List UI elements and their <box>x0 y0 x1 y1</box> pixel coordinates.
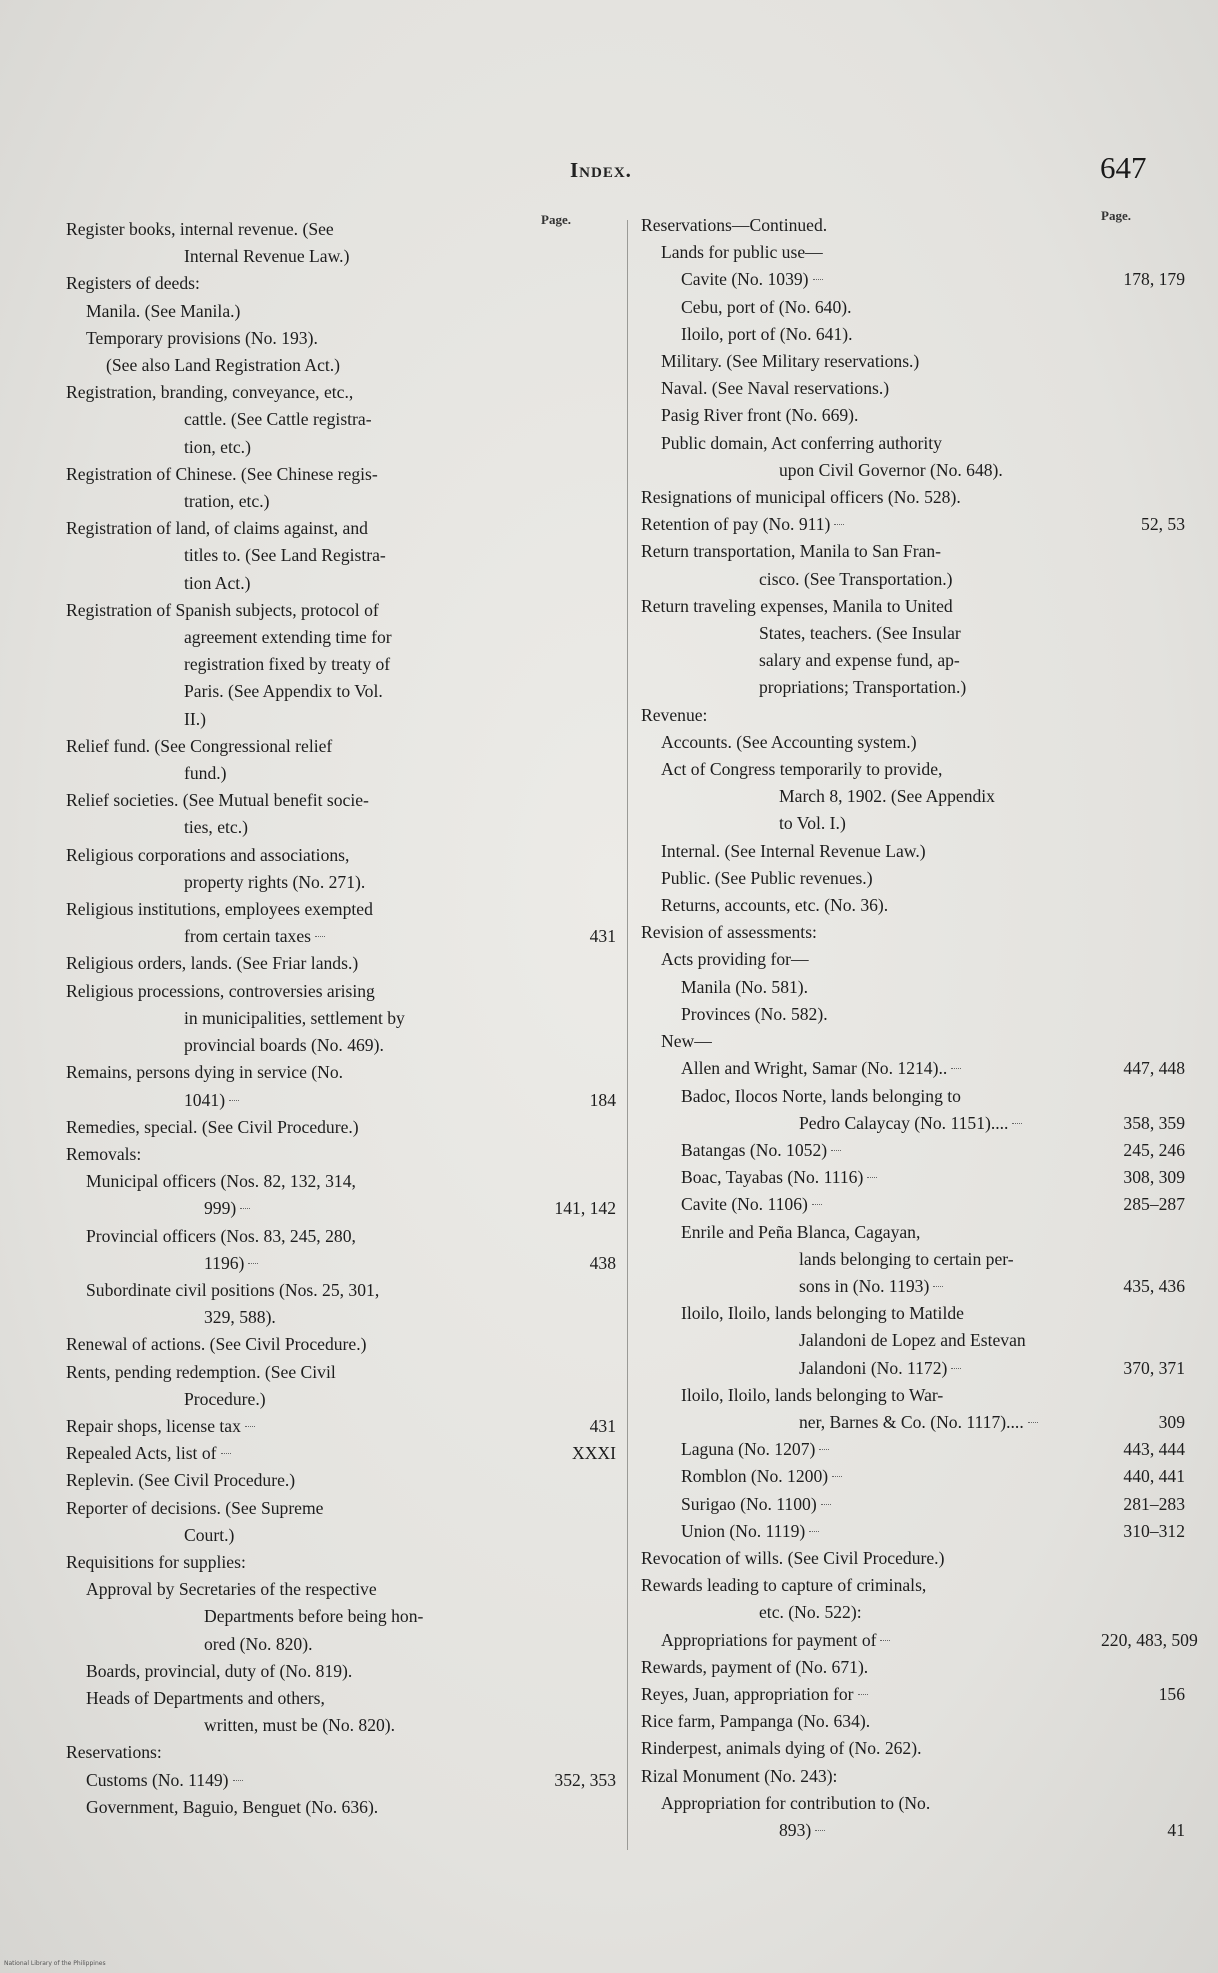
entry-text: Registration of Spanish subjects, protocol of <box>66 599 379 620</box>
entry-text: Requisitions for supplies: <box>66 1551 246 1572</box>
entry-continuation: 893) <box>661 1817 1099 1844</box>
entry-text: Revision of assessments: <box>641 922 817 943</box>
index-column-left <box>66 212 616 1821</box>
entry-page-reference: 352, 353 <box>554 1769 616 1790</box>
entry-text: Iloilo, Iloilo, lands belonging to Matilde <box>681 1303 964 1324</box>
index-entry <box>66 978 616 1060</box>
entry-text: Relief fund. (See Congressional relief <box>66 735 333 756</box>
entry-continuation: upon Civil Governor (No. 648). <box>779 459 1003 480</box>
dot-leader <box>834 524 844 525</box>
entry-text: Surigao (No. 1100) <box>681 1491 1099 1518</box>
entry-text: Reporter of decisions. (See Supreme <box>66 1497 324 1518</box>
entry-text: Removals: <box>66 1143 142 1164</box>
entry-page-reference: 156 <box>1158 1683 1185 1704</box>
dot-leader <box>951 1068 961 1069</box>
entry-page-reference: 220, 483, 509 <box>1101 1629 1198 1650</box>
entry-continuation: registration fixed by treaty of <box>184 654 391 675</box>
index-entry <box>641 1001 1185 1028</box>
entry-text: Revenue: <box>641 704 708 725</box>
entry-text: Cebu, port of (No. 640). <box>681 296 852 317</box>
index-entry <box>641 1654 1185 1681</box>
index-column-right <box>641 208 1198 1844</box>
index-entry <box>66 1359 616 1413</box>
entry-continuation: Pedro Calaycay (No. 1151).... <box>681 1110 1099 1137</box>
entry-text: Boards, provincial, duty of (No. 819). <box>86 1660 353 1681</box>
index-entry <box>641 1735 1185 1762</box>
index-entry <box>66 461 616 515</box>
index-entry <box>66 1658 616 1685</box>
entry-text: Badoc, Ilocos Norte, lands belonging to <box>681 1085 961 1106</box>
index-entry <box>641 1681 1185 1708</box>
entry-text: Registers of deeds: <box>66 273 200 294</box>
index-entry <box>641 838 1185 865</box>
scan-footer: National Library of the Philippines <box>4 1960 106 1967</box>
page-number: 647 <box>1100 150 1147 185</box>
entry-page-reference: 184 <box>589 1089 616 1110</box>
entry-text: Appropriations for payment of <box>661 1627 1099 1654</box>
index-entry <box>641 593 1185 702</box>
running-head <box>0 150 1218 190</box>
index-title: Index. <box>570 158 632 182</box>
entry-continuation: propriations; Transportation.) <box>759 677 967 698</box>
entry-page-reference: 245, 246 <box>1123 1139 1185 1160</box>
page-column-label: Page. <box>541 212 571 227</box>
index-entry <box>641 375 1185 402</box>
entry-page-reference: 438 <box>589 1252 616 1273</box>
entry-text: Appropriation for contribution to (No. <box>661 1792 931 1813</box>
entry-text: Naval. (See Naval reservations.) <box>661 378 890 399</box>
entry-text: Rewards, payment of (No. 671). <box>641 1656 869 1677</box>
index-entry <box>641 946 1185 973</box>
entry-text: Allen and Wright, Samar (No. 1214).. <box>681 1055 1099 1082</box>
index-entry <box>641 511 1185 538</box>
index-entry <box>641 1028 1185 1055</box>
entry-page-reference: 178, 179 <box>1123 269 1185 290</box>
dot-leader <box>821 1504 831 1505</box>
entry-continuation: titles to. (See Land Registra- <box>184 545 386 566</box>
entry-text: Public. (See Public revenues.) <box>661 867 873 888</box>
entry-text: Military. (See Military reservations.) <box>661 351 920 372</box>
index-entry <box>66 379 616 461</box>
entry-text: Resignations of municipal officers (No. 528). <box>641 487 961 508</box>
dot-leader <box>831 1150 841 1151</box>
index-entry <box>641 1382 1185 1436</box>
entry-text: Repair shops, license tax <box>66 1413 530 1440</box>
index-entry <box>641 1518 1185 1545</box>
index-entry <box>641 1300 1185 1382</box>
entry-text: Government, Baguio, Benguet (No. 636). <box>86 1796 379 1817</box>
entry-continuation: Jalandoni de Lopez and Estevan <box>799 1330 1026 1351</box>
dot-leader <box>933 1286 943 1287</box>
entry-page-reference: 310–312 <box>1123 1520 1185 1541</box>
index-entry <box>66 733 616 787</box>
entry-continuation: 999) <box>86 1195 530 1222</box>
entry-text: Cavite (No. 1106) <box>681 1191 1099 1218</box>
dot-leader <box>858 1694 868 1695</box>
entry-page-reference: 141, 142 <box>554 1198 616 1219</box>
entry-text: Replevin. (See Civil Procedure.) <box>66 1470 296 1491</box>
entry-continuation: property rights (No. 271). <box>184 871 366 892</box>
entry-continuation: from certain taxes <box>66 923 530 950</box>
entry-continuation: salary and expense fund, ap- <box>759 650 960 671</box>
entry-text: Act of Congress temporarily to provide, <box>661 759 943 780</box>
index-entry <box>66 1059 616 1113</box>
entry-text: Heads of Departments and others, <box>86 1687 325 1708</box>
index-entry <box>641 484 1185 511</box>
index-entry <box>641 865 1185 892</box>
entry-text: Laguna (No. 1207) <box>681 1436 1099 1463</box>
index-entry <box>641 1763 1185 1790</box>
entry-continuation: Court.) <box>184 1524 235 1545</box>
entry-text: Provinces (No. 582). <box>681 1003 828 1024</box>
index-entry <box>66 1767 616 1794</box>
entry-text: Union (No. 1119) <box>681 1518 1099 1545</box>
entry-continuation: Procedure.) <box>184 1388 266 1409</box>
index-entry <box>641 212 1185 239</box>
index-entry <box>66 352 616 379</box>
index-entry <box>641 402 1185 429</box>
entry-text: Religious orders, lands. (See Friar lands.) <box>66 953 359 974</box>
dot-leader <box>819 1449 829 1450</box>
entry-continuation: Internal Revenue Law.) <box>184 246 350 267</box>
entry-text: Return traveling expenses, Manila to United <box>641 595 953 616</box>
index-entry <box>66 1794 616 1821</box>
index-entry <box>641 348 1185 375</box>
index-entry <box>641 1572 1185 1626</box>
index-entry <box>66 950 616 977</box>
entry-text: Returns, accounts, etc. (No. 36). <box>661 895 889 916</box>
index-entry <box>641 1055 1185 1082</box>
entry-continuation: tion Act.) <box>184 572 251 593</box>
index-entry <box>641 702 1185 729</box>
index-entry <box>66 1141 616 1168</box>
dot-leader <box>1012 1123 1022 1124</box>
entry-page-reference: 308, 309 <box>1123 1167 1185 1188</box>
dot-leader <box>248 1263 258 1264</box>
index-entry <box>641 239 1185 266</box>
entry-page-reference: 443, 444 <box>1123 1439 1185 1460</box>
index-entry <box>641 1083 1185 1137</box>
index-entry <box>66 1223 616 1277</box>
page-column-label: Page. <box>1101 208 1131 223</box>
entry-continuation: in municipalities, settlement by <box>184 1007 405 1028</box>
entry-text: Enrile and Peña Blanca, Cagayan, <box>681 1221 921 1242</box>
index-entry <box>66 1331 616 1358</box>
entry-page-reference: 447, 448 <box>1123 1058 1185 1079</box>
entry-text: Religious institutions, employees exempted <box>66 899 373 920</box>
entry-text: Registration of land, of claims against, and <box>66 518 368 539</box>
entry-text: Boac, Tayabas (No. 1116) <box>681 1164 1099 1191</box>
index-entry <box>66 325 616 352</box>
entry-text: New— <box>661 1031 712 1052</box>
index-entry <box>66 270 616 297</box>
index-entry <box>641 294 1185 321</box>
index-entry <box>66 1685 616 1739</box>
index-entry <box>641 1708 1185 1735</box>
entry-text: Public domain, Act conferring authority <box>661 432 942 453</box>
index-entry <box>66 216 616 270</box>
entry-continuation: Departments before being hon- <box>204 1606 424 1627</box>
index-entry <box>66 1467 616 1494</box>
entry-continuation: provincial boards (No. 469). <box>184 1035 384 1056</box>
entry-continuation: sons in (No. 1193) <box>681 1273 1099 1300</box>
index-entry <box>66 1739 616 1766</box>
entry-continuation: tion, etc.) <box>184 436 251 457</box>
index-entry <box>66 298 616 325</box>
entry-text: Religious corporations and associations, <box>66 844 350 865</box>
index-entry <box>641 266 1185 293</box>
dot-leader <box>315 936 325 937</box>
entry-text: Registration of Chinese. (See Chinese regis- <box>66 463 378 484</box>
entry-page-reference: 281–283 <box>1123 1493 1185 1514</box>
index-entry <box>641 1191 1185 1218</box>
entry-continuation: agreement extending time for <box>184 627 392 648</box>
entry-continuation: written, must be (No. 820). <box>204 1715 396 1736</box>
entry-text: Reservations: <box>66 1742 162 1763</box>
entry-page-reference: 440, 441 <box>1123 1466 1185 1487</box>
index-entry <box>66 1168 616 1222</box>
index-entry <box>66 515 616 597</box>
entry-continuation: ties, etc.) <box>184 817 248 838</box>
index-entry <box>641 1545 1185 1572</box>
entry-page-reference: XXXI <box>572 1443 616 1464</box>
entry-page-reference: 358, 359 <box>1123 1112 1185 1133</box>
entry-text: Approval by Secretaries of the respective <box>86 1579 377 1600</box>
entry-text: Accounts. (See Accounting system.) <box>661 731 917 752</box>
dot-leader <box>812 1204 822 1205</box>
dot-leader <box>240 1208 250 1209</box>
dot-leader <box>880 1640 890 1641</box>
index-entry <box>641 430 1185 484</box>
index-entry <box>641 892 1185 919</box>
entry-text: Renewal of actions. (See Civil Procedure.) <box>66 1334 367 1355</box>
entry-text: Lands for public use— <box>661 242 823 263</box>
entry-continuation: tration, etc.) <box>184 491 270 512</box>
entry-text: Rents, pending redemption. (See Civil <box>66 1361 336 1382</box>
entry-text: Reservations—Continued. <box>641 215 828 235</box>
entry-page-reference: 52, 53 <box>1141 514 1185 535</box>
entry-text: Rinderpest, animals dying of (No. 262). <box>641 1738 922 1759</box>
entry-text: Municipal officers (Nos. 82, 132, 314, <box>86 1171 356 1192</box>
entry-continuation: 329, 588). <box>204 1307 276 1328</box>
entry-text: Religious processions, controversies arising <box>66 980 375 1001</box>
dot-leader <box>229 1100 239 1101</box>
index-entry <box>641 538 1185 592</box>
entry-text: Pasig River front (No. 669). <box>661 405 859 426</box>
entry-text: Retention of pay (No. 911) <box>641 511 1099 538</box>
entry-continuation: Paris. (See Appendix to Vol. <box>184 681 383 702</box>
entry-continuation: II.) <box>184 708 206 729</box>
entry-continuation: cattle. (See Cattle registra- <box>184 409 372 430</box>
entry-text: Manila (No. 581). <box>681 976 809 997</box>
entry-text: Reyes, Juan, appropriation for <box>641 1681 1099 1708</box>
index-entry <box>66 1440 616 1467</box>
entry-page-reference: 41 <box>1167 1819 1185 1840</box>
entry-text: Customs (No. 1149) <box>86 1767 530 1794</box>
index-entry <box>66 597 616 733</box>
index-entry <box>641 1219 1185 1301</box>
entry-page-reference: 435, 436 <box>1123 1275 1185 1296</box>
index-entry <box>66 1277 616 1331</box>
entry-text: Rice farm, Pampanga (No. 634). <box>641 1711 871 1732</box>
entry-text: Remedies, special. (See Civil Procedure.) <box>66 1116 359 1137</box>
entry-text: Revocation of wills. (See Civil Procedure.) <box>641 1547 945 1568</box>
entry-text: Internal. (See Internal Revenue Law.) <box>661 840 926 861</box>
index-entry <box>66 1114 616 1141</box>
column-divider <box>627 220 628 1850</box>
entry-text: Temporary provisions (No. 193). <box>86 327 318 348</box>
entry-continuation: 1041) <box>66 1087 530 1114</box>
entry-page-reference: 431 <box>589 1415 616 1436</box>
entry-continuation: etc. (No. 522): <box>759 1602 862 1623</box>
index-entry <box>66 787 616 841</box>
index-entry <box>641 1491 1185 1518</box>
entry-page-reference: 431 <box>589 926 616 947</box>
entry-text: Repealed Acts, list of <box>66 1440 530 1467</box>
entry-text: Subordinate civil positions (Nos. 25, 301, <box>86 1279 380 1300</box>
index-entry <box>66 1495 616 1549</box>
index-entry <box>66 1576 616 1658</box>
index-entry <box>641 1436 1185 1463</box>
entry-continuation: fund.) <box>184 763 227 784</box>
entry-text: Provincial officers (Nos. 83, 245, 280, <box>86 1225 356 1246</box>
entry-text: Remains, persons dying in service (No. <box>66 1062 344 1083</box>
entry-page-reference: 309 <box>1158 1411 1185 1432</box>
entry-continuation: 1196) <box>86 1250 530 1277</box>
entry-text: Register books, internal revenue. (See <box>66 219 334 239</box>
entry-text: Iloilo, port of (No. 641). <box>681 323 853 344</box>
entry-continuation: March 8, 1902. (See Appendix <box>779 786 995 807</box>
index-entry <box>641 729 1185 756</box>
entry-text: Batangas (No. 1052) <box>681 1137 1099 1164</box>
index-entry <box>641 756 1185 838</box>
dot-leader <box>245 1426 255 1427</box>
dot-leader <box>813 279 823 280</box>
entry-continuation: Jalandoni (No. 1172) <box>681 1355 1099 1382</box>
entry-text: Iloilo, Iloilo, lands belonging to War- <box>681 1384 944 1405</box>
dot-leader <box>809 1531 819 1532</box>
entry-text: Rewards leading to capture of criminals, <box>641 1575 927 1596</box>
index-entry <box>641 321 1185 348</box>
index-entry <box>66 1549 616 1576</box>
dot-leader <box>832 1476 842 1477</box>
index-entry <box>641 919 1185 946</box>
dot-leader <box>951 1368 961 1369</box>
entry-text: Romblon (No. 1200) <box>681 1463 1099 1490</box>
index-entry <box>66 842 616 896</box>
entry-continuation: to Vol. I.) <box>779 813 846 834</box>
dot-leader <box>815 1830 825 1831</box>
entry-text: Rizal Monument (No. 243): <box>641 1765 838 1786</box>
entry-continuation: States, teachers. (See Insular <box>759 623 961 644</box>
dot-leader <box>867 1177 877 1178</box>
index-entry <box>641 1790 1185 1844</box>
index-entry <box>66 1413 616 1440</box>
entry-continuation: ner, Barnes & Co. (No. 1117).... <box>681 1409 1099 1436</box>
dot-leader <box>233 1780 243 1781</box>
entry-text: Manila. (See Manila.) <box>86 300 241 321</box>
entry-continuation: cisco. (See Transportation.) <box>759 568 953 589</box>
index-entry <box>66 896 616 950</box>
index-entry <box>641 1137 1185 1164</box>
entry-continuation: ored (No. 820). <box>204 1633 313 1654</box>
index-entry <box>641 974 1185 1001</box>
entry-continuation: lands belonging to certain per- <box>799 1248 1014 1269</box>
entry-text: (See also Land Registration Act.) <box>106 355 341 376</box>
entry-text: Cavite (No. 1039) <box>681 266 1099 293</box>
entry-text: Registration, branding, conveyance, etc., <box>66 382 354 403</box>
index-entry <box>641 1463 1185 1490</box>
entry-page-reference: 370, 371 <box>1123 1357 1185 1378</box>
dot-leader <box>1028 1422 1038 1423</box>
entry-text: Acts providing for— <box>661 949 809 970</box>
index-entry <box>641 1164 1185 1191</box>
entry-text: Return transportation, Manila to San Fran- <box>641 541 942 562</box>
entry-page-reference: 285–287 <box>1123 1194 1185 1215</box>
index-entry <box>641 1627 1198 1654</box>
entry-text: Relief societies. (See Mutual benefit socie- <box>66 790 369 811</box>
dot-leader <box>221 1453 231 1454</box>
